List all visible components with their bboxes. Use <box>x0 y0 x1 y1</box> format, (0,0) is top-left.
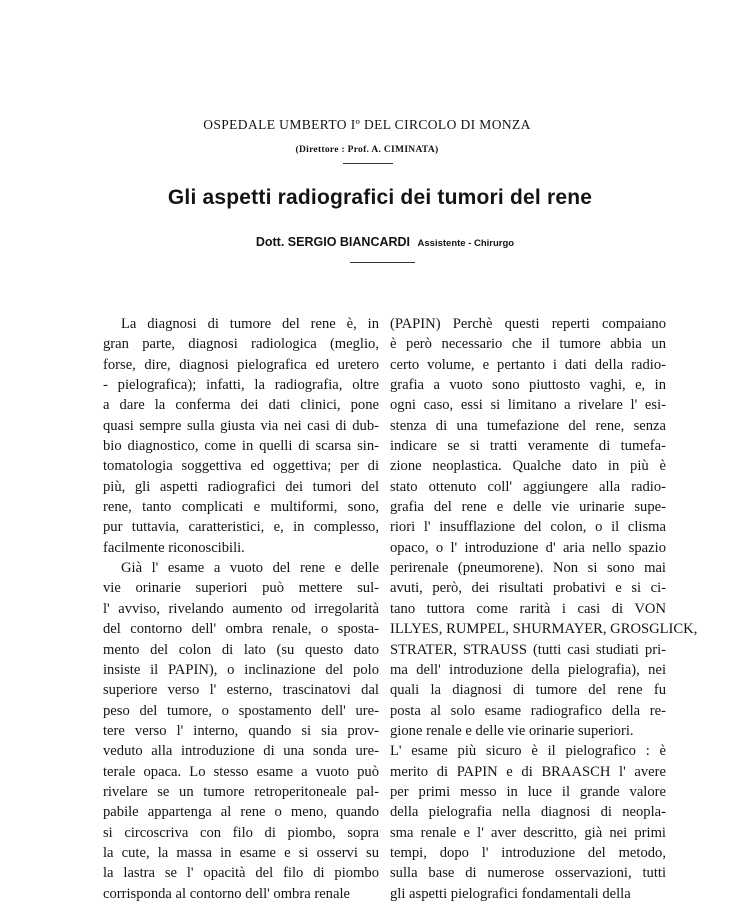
text-line: del contorno dell' ombra renale, o sposta- <box>103 621 379 638</box>
text-line: Già l' esame a vuoto del rene e delle <box>121 560 379 577</box>
left-column <box>103 314 379 904</box>
text-line: tomatologia soggettiva ed oggettiva; per di <box>103 458 379 475</box>
text-line: zione neoplastica. Qualche dato in più è <box>390 458 666 475</box>
text-line: la lastra se l' opacità del filo di piombo <box>103 865 379 882</box>
text-line: insiste il PAPIN), o inclinazione del polo <box>103 661 379 678</box>
text-line: forse, dire, diagnosi pielografica ed uretero <box>103 356 379 373</box>
text-line: si circoscriva con filo di piombo, sopra <box>103 824 379 841</box>
text-line: gli aspetti pielografici fondamentali della <box>390 885 631 902</box>
text-line: per primi messo in luce il grande valore <box>390 783 666 800</box>
text-line: pur tuttavia, caratteristici, e, in complesso, <box>103 519 379 536</box>
author-divider <box>350 262 415 263</box>
text-line: grafia a vuoto sono piuttosto vaghi, e, in <box>390 377 666 394</box>
text-line: certo volume, e pertanto i dati della radio- <box>390 356 666 373</box>
text-line: più, gli aspetti radiografici dei tumori del <box>103 478 379 495</box>
text-line: L' esame più sicuro è il pielografico : è <box>390 743 666 760</box>
text-line: pabile appartenga al rene o meno, quando <box>103 804 379 821</box>
text-line: rivelare se un tumore retroperitoneale pal- <box>103 783 379 800</box>
text-line: La diagnosi di tumore del rene è, in <box>121 316 379 332</box>
text-line: tere verso l' interno, quando si sia prov- <box>103 722 379 739</box>
text-line: riori l' insufflazione del colon, o il clisma <box>390 519 666 536</box>
text-line: sulla base di numerose osservazioni, tutti <box>390 865 666 882</box>
text-line: ma dell' introduzione della pielografia), nei <box>390 661 666 678</box>
text-line: stenza di una tumefazione del rene, senza <box>390 417 666 434</box>
director-line: (Direttore : Prof. A. CIMINATA) <box>295 145 439 155</box>
hospital-heading: OSPEDALE UMBERTO Iº DEL CIRCOLO DI MONZA <box>203 117 531 132</box>
text-line: quasi sempre sulla giusta via nei casi di dub- <box>103 417 379 434</box>
text-line: ogni caso, essi si limitano a rivelare l' esi- <box>390 397 666 414</box>
right-column <box>390 314 698 904</box>
text-line: grafia del rene e delle vie urinarie supe- <box>390 499 666 516</box>
text-line: ILLYES, RUMPEL, SHURMAYER, GROSGLICK, <box>390 621 698 638</box>
author-line <box>0 235 734 249</box>
text-line: terale opaca. Lo stesso esame a vuoto può <box>103 763 379 780</box>
text-line: la cute, la massa in esame e si osservi su <box>103 844 379 861</box>
text-line: quali la diagnosi di tumore del rene fu <box>390 682 666 699</box>
text-line: a dare la conferma dei dati clinici, pone <box>103 397 379 414</box>
text-line: vie orinarie superiori può mettere sul- <box>103 580 379 597</box>
text-line: bio diagnostico, come in quelli di scarsa sin- <box>103 438 379 455</box>
text-line: della pielografia nella diagnosi di neopla- <box>390 804 666 821</box>
text-line: peso del tumore, o spostamento dell' ure- <box>103 702 379 719</box>
text-line: superiore verso l' esterno, trascinatovi dal <box>103 682 379 699</box>
text-line: tano tuttora come rarità i casi di VON <box>390 600 666 617</box>
text-line: facilmente riconoscibili. <box>103 539 245 556</box>
header-divider <box>343 163 393 164</box>
text-line: l' avviso, rivelando aumento od irregolarità <box>103 600 379 617</box>
text-line: veduto alla introduzione di una sonda ure- <box>103 743 379 760</box>
text-line: corrisponda al contorno dell' ombra renale <box>103 885 350 902</box>
text-line: stato ottenuto coll' aggiungere alla radio- <box>390 478 666 495</box>
text-line: - pielografica); infatti, la radiografia, oltre <box>103 377 379 394</box>
text-line: tempi, dopo l' introduzione del metodo, <box>390 844 666 861</box>
text-line: gran parte, diagnosi radiologica (meglio, <box>103 336 379 353</box>
text-line: (PAPIN) Perchè questi reperti compaiano <box>390 316 666 332</box>
text-line: merito di PAPIN e di BRAASCH l' avere <box>390 763 666 780</box>
text-line: STRATER, STRAUSS (tutti casi studiati pri- <box>390 641 666 658</box>
article-title: Gli aspetti radiografici dei tumori del rene <box>167 186 593 209</box>
text-line: rene, tanto complicati e multiformi, sono, <box>103 499 379 516</box>
author-name: Dott. SERGIO BIANCARDI <box>255 235 411 249</box>
text-line: opaco, o l' introduzione d' aria nello spazio <box>390 539 666 556</box>
text-line: gione renale e delle vie orinarie superiori. <box>390 722 634 739</box>
text-line: indicare se si tratti veramente di tumefa- <box>390 438 666 455</box>
text-line: è però necessario che il tumore abbia un <box>390 336 666 353</box>
text-line: sma renale e l' aver descritto, già nei primi <box>390 824 666 841</box>
author-role: Assistente - Chirurgo <box>417 238 515 249</box>
text-line: avuti, però, dei risultati probativi e si ci- <box>390 580 666 597</box>
text-line: mento del colon di lato (su questo dato <box>103 641 379 658</box>
text-line: perirenale (pneumorene). Non si sono mai <box>390 560 666 577</box>
text-line: posta al solo esame radiografico della re- <box>390 702 666 719</box>
